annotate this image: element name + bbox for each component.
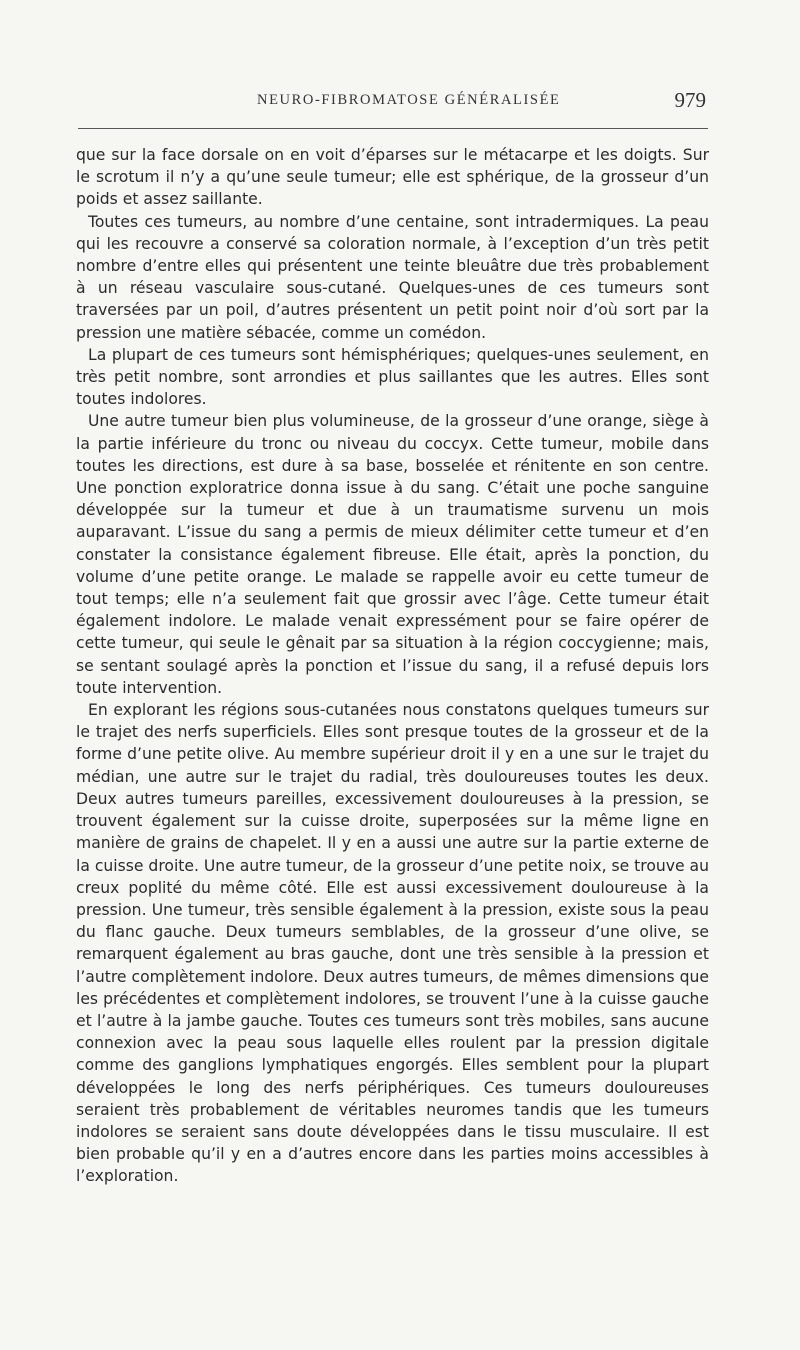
paragraph-2: Toutes ces tumeurs, au nombre d’une centaine, sont intradermiques. La peau qui les recouvre a conservé sa coloration normale, à l’exception d’un très petit nombre d’entre elles qui présentent une teinte bleuâtre due très probablement à un réseau vasculaire sous-cutané. Quelques-unes de ces tumeurs sont traversées par un poil, d’autres présentent un petit point noir d’où sort par la pression une matière sébacée, comme un comédon. [76, 212, 709, 342]
paragraph-3: La plupart de ces tumeurs sont hémisphériques; quelques-unes seulement, en très petit nombre, sont arrondies et plus saillantes que les autres. Elles sont toutes indolores. [76, 345, 709, 409]
paragraph-5: En explorant les régions sous-cutanées nous constatons quelques tumeurs sur le trajet des nerfs superficiels. Elles sont presque toutes de la grosseur et de la forme d’une petite olive. Au membre supérieur droit il y en a une sur le trajet du médian, une autre sur le trajet du radial, très douloureuses toutes les deux. Deux autres tumeurs pareilles, excessivement douloureuses à la pression, se trouvent également sur la cuisse droite, superposées sur la même ligne en manière de grains de chapelet. Il y en a aussi une autre sur la partie externe de la cuisse droite. Une autre tumeur, de la grosseur d’une petite noix, se trouve au creux poplité du même côté. Elle est aussi excessivement douloureuse à la pression. Une tumeur, très sensible également à la pression, existe sous la peau du flanc gauche. Deux tumeurs semblables, de la grosseur d’une olive, se remarquent également au bras gauche, dont une très sensible à la pression et l’autre complètement indolore. Deux autres tumeurs, de mêmes dimensions que les précédentes et complètement indolores, se trouvent l’une à la cuisse gauche et l’autre à la jambe gauche. Toutes ces tumeurs sont très mobiles, sans aucune connexion avec la peau sous laquelle elles roulent par la pression digitale comme des ganglions lymphatiques engorgés. Elles semblent pour la plupart développées le long des nerfs périphériques. Ces tumeurs douloureuses seraient très probablement de véritables neuromes tandis que les tumeurs indolores se seraient sans doute développées dans le tissu musculaire. Il est bien probable qu’il y en a d’autres encore dans les parties moins accessibles à l’exploration. [76, 701, 709, 1186]
body-text [76, 144, 709, 1188]
paragraph-1: que sur la face dorsale on en voit d’éparses sur le métacarpe et les doigts. Sur le scrotum il n’y a qu’une seule tumeur; elle est sphérique, de la grosseur d’un poids et assez saillante. [76, 146, 709, 209]
running-title: NEURO-FIBROMATOSE GÉNÉRALISÉE [257, 92, 561, 108]
page-header [0, 88, 800, 118]
page-number: 979 [674, 88, 706, 112]
paragraph-4: Une autre tumeur bien plus volumineuse, de la grosseur d’une orange, siège à la partie inférieure du tronc ou niveau du coccyx. Cette tumeur, mobile dans toutes les directions, est dure à sa base, bosselée et rénitente en son centre. Une ponction exploratrice donna issue à du sang. C’était une poche sanguine développée sur la tumeur et due à un traumatisme survenu un mois auparavant. L’issue du sang a permis de mieux délimiter cette tumeur et d’en constater la consistance également fibreuse. Elle était, après la ponction, du volume d’une petite orange. Le malade se rappelle avoir eu cette tumeur de tout temps; elle n’a seulement fait que grossir avec l’âge. Cette tumeur était également indolore. Le malade venait expressément pour se faire opérer de cette tumeur, qui seule le gênait par sa situation à la région coccygienne; mais, se sentant soulagé après la ponction et l’issue du sang, il a refusé depuis lors toute intervention. [76, 412, 709, 697]
header-rule [78, 128, 708, 129]
